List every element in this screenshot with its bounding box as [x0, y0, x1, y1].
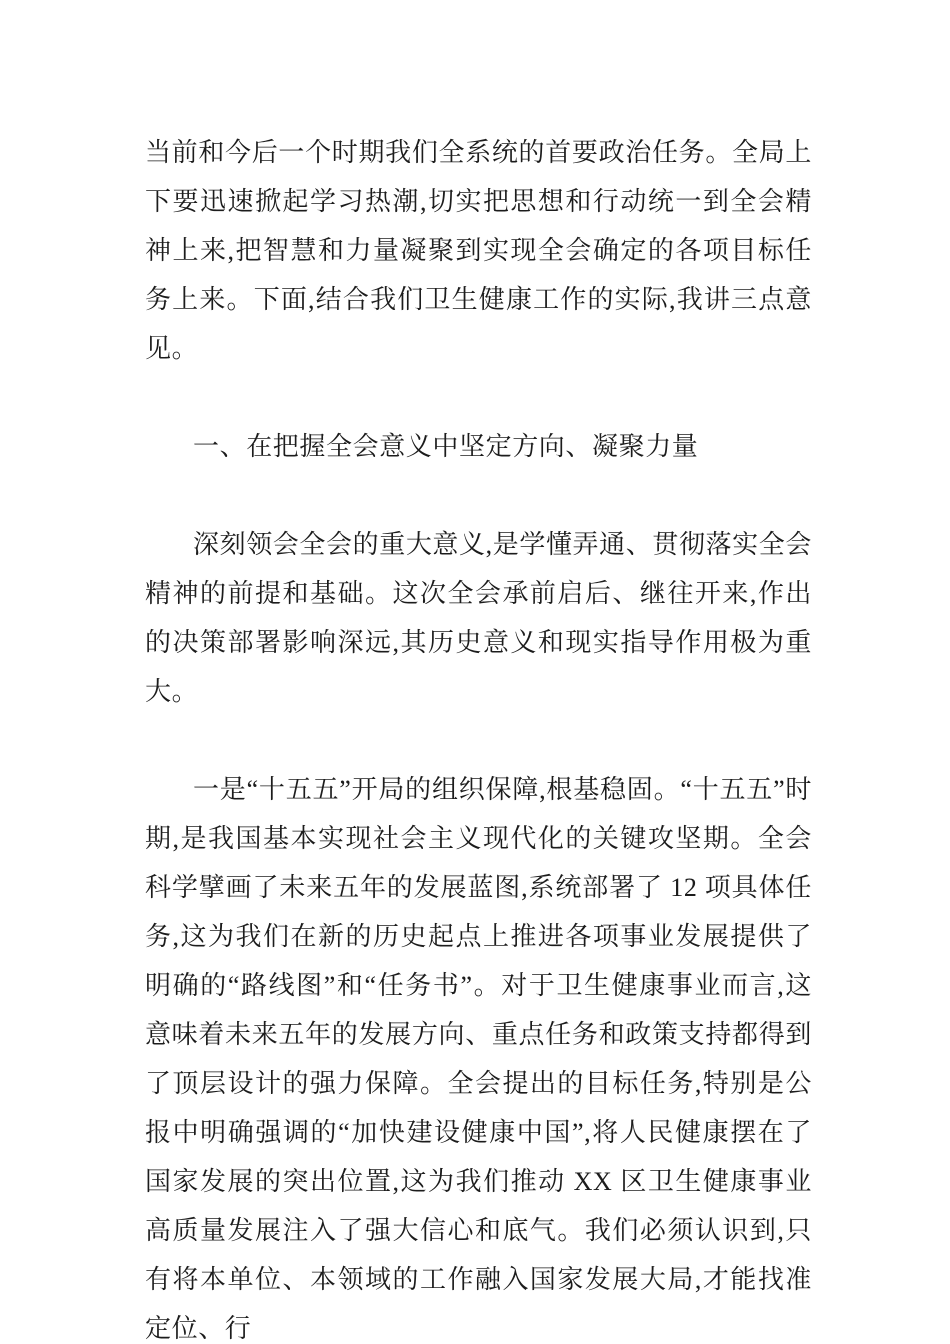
- section-heading-1: 一、在把握全会意义中坚定方向、凝聚力量: [193, 432, 699, 461]
- paragraph-point-one: 一是“十五五”开局的组织保障,根基稳固。“十五五”时期,是我国基本实现社会主义现代化的关键攻坚期。全会科学擘画了未来五年的发展蓝图,系统部署了 12 项具体任务,这为我们在新的历史起点上推进各项事业发展提供了明确的“路线图”和“任务书”。对于卫生健康事业而言,这意味着未来五年的发展方向、重点任务和政策支持都得到了顶层设计的强力保障。全会提出的目标任务,特别是公报中明确强调的“加快建设健康中国”,将人民健康摆在了国家发展的突出位置,这为我们推动 XX 区卫生健康事业高质量发展注入了强大信心和底气。我们必须认识到,只有将本单位、本领域的工作融入国家发展大局,才能找准定位、行: [145, 775, 812, 1343]
- paragraph-significance: 深刻领会全会的重大意义,是学懂弄通、贯彻落实全会精神的前提和基础。这次全会承前启后、继往开来,作出的决策部署影响深远,其历史意义和现实指导作用极为重大。: [145, 530, 812, 706]
- paragraph-continuation: 当前和今后一个时期我们全系统的首要政治任务。全局上下要迅速掀起学习热潮,切实把思想和行动统一到全会精神上来,把智慧和力量凝聚到实现全会确定的各项目标任务上来。下面,结合我们卫生健康工作的实际,我讲三点意见。: [145, 138, 812, 363]
